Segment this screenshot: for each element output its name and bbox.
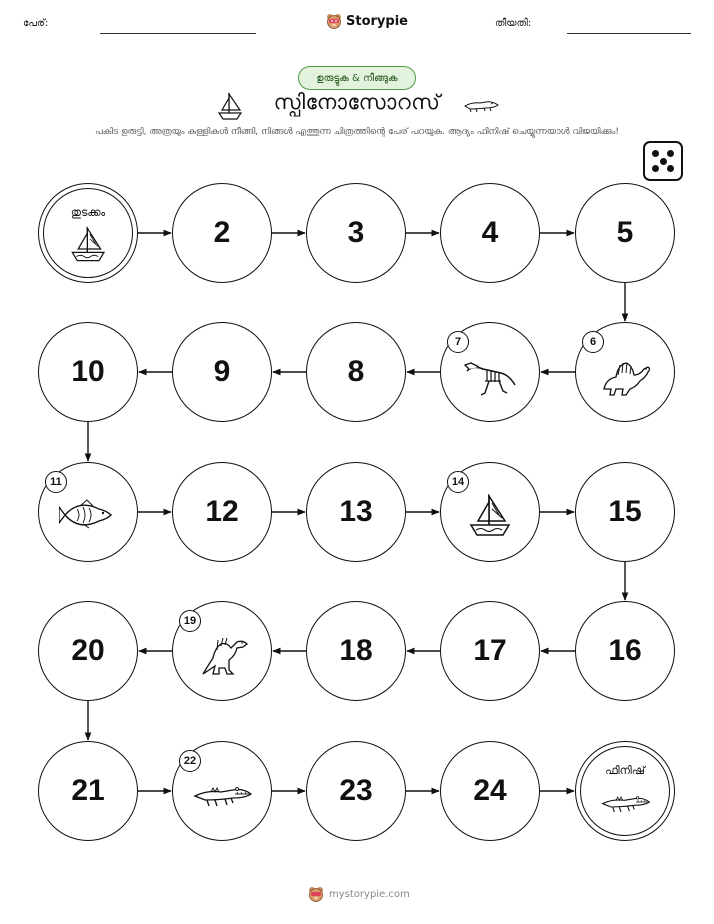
space-number-badge: 7 bbox=[447, 331, 469, 353]
date-label: തീയതി: bbox=[495, 18, 532, 29]
space-number: 18 bbox=[339, 634, 373, 667]
space-number: 10 bbox=[71, 355, 105, 388]
board-space-number[interactable] bbox=[306, 741, 406, 841]
space-number: 2 bbox=[213, 216, 231, 249]
space-number-badge: 19 bbox=[179, 610, 201, 632]
board-space-picture[interactable] bbox=[440, 462, 540, 562]
space-number: 12 bbox=[205, 495, 239, 528]
storypie-bear-icon bbox=[308, 886, 324, 903]
board-space-number[interactable] bbox=[440, 601, 540, 701]
board-space-number[interactable] bbox=[575, 601, 675, 701]
crocodile-icon bbox=[193, 770, 253, 818]
space-number-badge: 22 bbox=[179, 750, 201, 772]
crocodile-icon bbox=[600, 782, 652, 822]
board-space-number[interactable] bbox=[306, 183, 406, 283]
space-number: 21 bbox=[71, 774, 105, 807]
brand-name: Storypie bbox=[346, 14, 408, 29]
board-space-number[interactable] bbox=[38, 322, 138, 422]
space-number-badge: 11 bbox=[45, 471, 67, 493]
page-title: സ്പിനോസോറസ് bbox=[273, 90, 441, 114]
space-number: 4 bbox=[481, 216, 499, 249]
board-space-picture[interactable] bbox=[172, 741, 272, 841]
space-number: 13 bbox=[339, 495, 373, 528]
sailboat-icon bbox=[63, 224, 115, 264]
board-space-number[interactable] bbox=[172, 322, 272, 422]
space-number: 8 bbox=[347, 355, 365, 388]
game-tag-pill: ഉരുട്ടുക & നീങ്ങുക bbox=[298, 66, 416, 90]
board-space-number[interactable] bbox=[306, 601, 406, 701]
space-number: 20 bbox=[71, 634, 105, 667]
space-number-badge: 14 bbox=[447, 471, 469, 493]
footer-site: mystorypie.com bbox=[329, 889, 410, 900]
fish-icon bbox=[59, 491, 119, 539]
space-number: 17 bbox=[473, 634, 507, 667]
spinosaurus-icon bbox=[596, 351, 656, 399]
start-label: തുടക്കം bbox=[70, 206, 106, 219]
space-number: 23 bbox=[339, 774, 373, 807]
board-space-number[interactable] bbox=[172, 462, 272, 562]
board-space-number[interactable] bbox=[306, 462, 406, 562]
board-space-number[interactable] bbox=[440, 183, 540, 283]
space-number-badge: 6 bbox=[582, 331, 604, 353]
space-number: 15 bbox=[608, 495, 642, 528]
board-space-picture[interactable] bbox=[440, 322, 540, 422]
instructions: പകിട ഉരുട്ടി, അത്രയും കള്ളികൾ നീങ്ങി, നിങ്ങൾ എത്തുന്ന ചിത്രത്തിന്റെ പേര് പറയുക. ആദ്യം ഫിനിഷ് ചെയ്യുന്നയാൾ വിജയിക്കും! bbox=[95, 127, 619, 137]
board-space-number[interactable] bbox=[38, 601, 138, 701]
footer bbox=[308, 886, 410, 903]
space-number: 3 bbox=[347, 216, 365, 249]
board-space-number[interactable] bbox=[172, 183, 272, 283]
name-label: പേര്: bbox=[23, 18, 49, 29]
board-space-number[interactable] bbox=[440, 741, 540, 841]
space-number: 5 bbox=[616, 216, 634, 249]
finish-label: ഫിനിഷ് bbox=[605, 764, 645, 777]
finish-space[interactable] bbox=[575, 741, 675, 841]
board-space-picture[interactable] bbox=[38, 462, 138, 562]
sailboat-icon bbox=[461, 491, 521, 539]
board-space-number[interactable] bbox=[575, 183, 675, 283]
dinosaur-skeleton-icon bbox=[461, 351, 521, 399]
spinosaurus-standing-icon bbox=[193, 630, 253, 678]
board-space-picture[interactable] bbox=[575, 322, 675, 422]
board-space-number[interactable] bbox=[38, 741, 138, 841]
start-space[interactable] bbox=[38, 183, 138, 283]
space-number: 24 bbox=[473, 774, 507, 807]
space-number: 16 bbox=[608, 634, 642, 667]
space-number: 9 bbox=[213, 355, 231, 388]
board-space-number[interactable] bbox=[575, 462, 675, 562]
board-space-number[interactable] bbox=[306, 322, 406, 422]
board-space-picture[interactable] bbox=[172, 601, 272, 701]
